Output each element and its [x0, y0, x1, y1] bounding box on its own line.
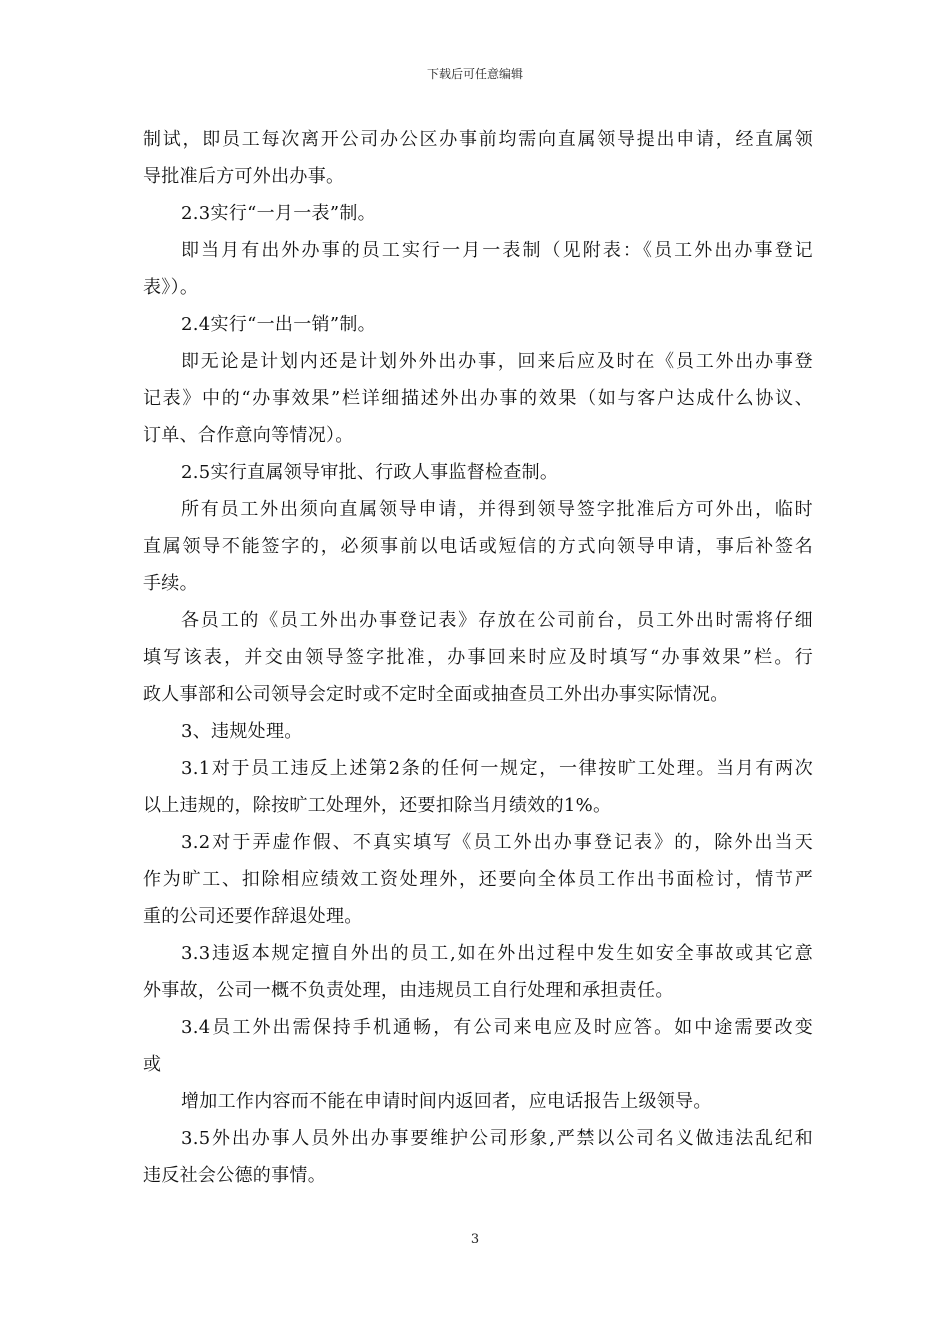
document-body [143, 121, 813, 1194]
body-line: 外事故，公司一概不负责处理，由违规员工自行处理和承担责任。 [143, 980, 674, 1001]
section-heading: 2.4实行“一出一销”制。 [181, 314, 376, 335]
body-line: 3.4员工外出需保持手机通畅，有公司来电应及时应答。如中途需要改变 [181, 1017, 813, 1038]
body-line: 直属领导不能签字的，必须事前以电话或短信的方式向领导申请，事后补签名 [143, 536, 813, 557]
body-line: 制试，即员工每次离开公司办公区办事前均需向直属领导提出申请，经直属领 [143, 129, 813, 150]
body-line: 作为旷工、扣除相应绩效工资处理外，还要向全体员工作出书面检讨，情节严 [143, 869, 813, 890]
body-line: 3.5外出办事人员外出办事要维护公司形象,严禁以公司名义做违法乱纪和 [181, 1128, 813, 1149]
page-header: 下载后可任意编辑 [426, 67, 523, 81]
body-line: 3.1对于员工违反上述第2条的任何一规定，一律按旷工处理。当月有两次 [181, 758, 813, 779]
body-line: 政人事部和公司领导会定时或不定时全面或抽查员工外出办事实际情况。 [143, 684, 729, 705]
body-line: 手续。 [143, 573, 198, 594]
body-line: 重的公司还要作辞退处理。 [143, 906, 363, 927]
page-number: 3 [470, 1232, 480, 1247]
body-line: 增加工作内容而不能在申请时间内返回者，应电话报告上级领导。 [181, 1091, 712, 1112]
body-line: 即无论是计划内还是计划外外出办事，回来后应及时在《员工外出办事登 [181, 351, 813, 372]
body-line: 即当月有出外办事的员工实行一月一表制（见附表：《员工外出办事登记 [181, 240, 813, 261]
body-line: 导批准后方可外出办事。 [143, 166, 345, 187]
body-line: 或 [143, 1054, 162, 1075]
body-line: 填写该表，并交由领导签字批准，办事回来时应及时填写“办事效果”栏。行 [143, 647, 813, 668]
body-line: 所有员工外出须向直属领导申请，并得到领导签字批准后方可外出，临时 [181, 499, 813, 520]
body-line: 违反社会公德的事情。 [143, 1165, 326, 1186]
body-line: 订单、合作意向等情况）。 [143, 425, 354, 446]
body-line: 表》）。 [143, 277, 199, 298]
body-line: 3.3违返本规定擅自外出的员工,如在外出过程中发生如安全事故或其它意 [181, 943, 813, 964]
body-line: 各员工的《员工外出办事登记表》存放在公司前台，员工外出时需将仔细 [181, 610, 813, 631]
section-heading: 2.3实行“一月一表”制。 [181, 203, 376, 224]
section-heading: 3、违规处理。 [181, 721, 303, 742]
body-line: 3.2对于弄虚作假、不真实填写《员工外出办事登记表》的，除外出当天 [181, 832, 813, 853]
body-line: 以上违规的，除按旷工处理外，还要扣除当月绩效的1%。 [143, 795, 612, 816]
section-heading: 2.5实行直属领导审批、行政人事监督检查制。 [181, 462, 559, 483]
body-line: 记表》中的“办事效果”栏详细描述外出办事的效果（如与客户达成什么协议、 [143, 388, 813, 409]
